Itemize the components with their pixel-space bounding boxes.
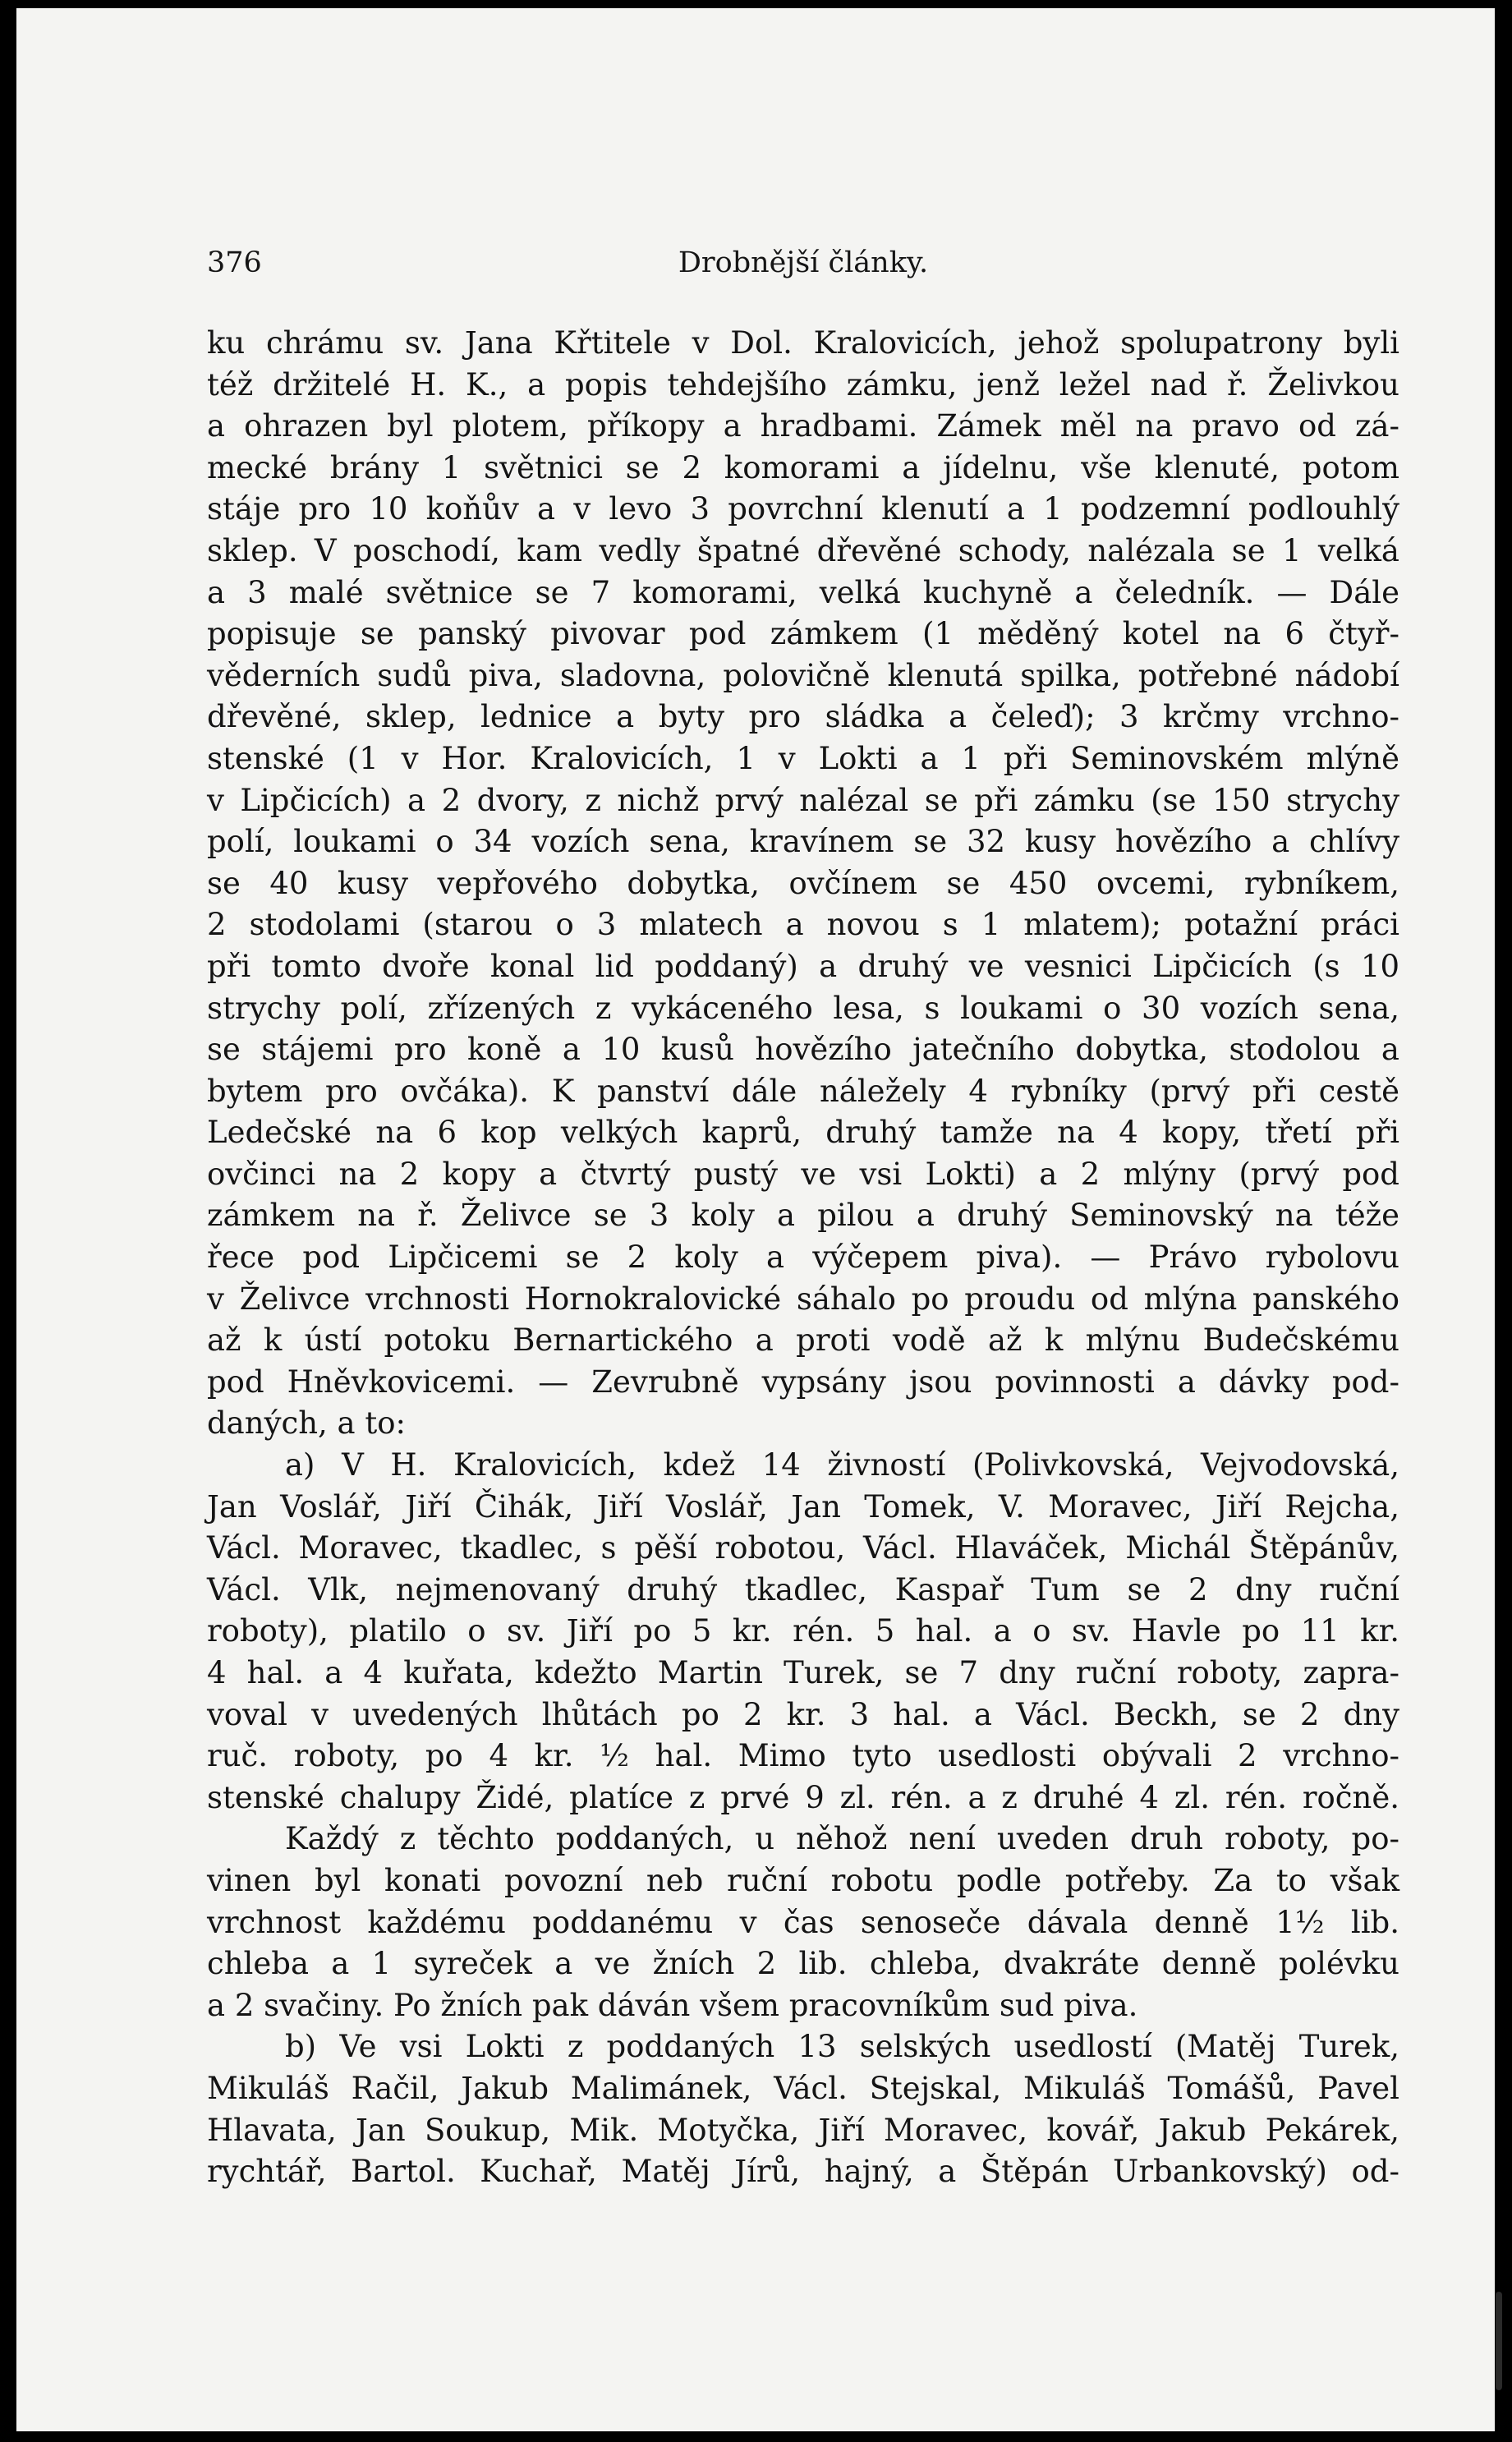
text-line: až k ústí potoku Bernartického a proti vodě až k mlýnu Budečskému <box>207 1322 1399 1359</box>
text-line: Hlavata, Jan Soukup, Mik. Motyčka, Jiří Moravec, kovář, Jakub Pekárek, <box>207 2112 1399 2148</box>
text-line: popisuje se panský pivovar pod zámkem (1 měděný kotel na 6 čtyř- <box>207 616 1399 652</box>
body-text <box>207 323 1399 2193</box>
text-line: 2 stodolami (starou o 3 mlatech a novou s 1 mlatem); potažní práci <box>207 907 1399 943</box>
text-line: ruč. roboty, po 4 kr. ½ hal. Mimo tyto usedlosti obývali 2 vrchno- <box>207 1738 1399 1774</box>
text-line: se 40 kusy vepřového dobytka, ovčínem se 450 ovcemi, rybníkem, <box>207 865 1399 901</box>
text-line: sklep. V poschodí, kam vedly špatné dřevěné schody, nalézala se 1 velká <box>207 532 1399 568</box>
text-line: dřevěné, sklep, lednice a byty pro sládka a čeleď); 3 krčmy vrchno- <box>207 699 1399 735</box>
text-line: Václ. Moravec, tkadlec, s pěší robotou, Václ. Hlaváček, Michál Štěpánův, <box>207 1530 1399 1566</box>
text-line: polí, loukami o 34 vozích sena, kravínem se 32 kusy hovězího a chlívy <box>207 824 1399 860</box>
paragraph-4 <box>207 2026 1399 2192</box>
paragraph-2 <box>207 1445 1399 1819</box>
text-line: se stájemi pro koně a 10 kusů hovězího jatečního dobytka, stodolou a <box>207 1032 1399 1068</box>
text-line: a ohrazen byl plotem, příkopy a hradbami. Zámek měl na pravo od zá- <box>207 408 1399 444</box>
text-line: stenské chalupy Židé, platíce z prvé 9 zl. rén. a z druhé 4 zl. rén. ročně. <box>207 1779 1399 1815</box>
text-line: roboty), platilo o sv. Jiří po 5 kr. rén. 5 hal. a o sv. Havle po 11 kr. <box>207 1613 1399 1649</box>
text-line: pod Hněvkovicemi. — Zevrubně vypsány jsou povinnosti a dávky pod- <box>207 1364 1399 1400</box>
text-line: b) Ve vsi Lokti z poddaných 13 selských usedlostí (Matěj Turek, <box>285 2029 1399 2065</box>
text-line: zámkem na ř. Želivce se 3 koly a pilou a druhý Seminovský na téže <box>207 1198 1399 1234</box>
text-line: Každý z těchto poddaných, u něhož není uveden druh roboty, po- <box>285 1821 1399 1857</box>
text-line: ku chrámu sv. Jana Křtitele v Dol. Kralovicích, jehož spolupatrony byli <box>207 325 1399 361</box>
text-line: Jan Voslář, Jiří Čihák, Jiří Voslář, Jan Tomek, V. Moravec, Jiří Rejcha, <box>207 1488 1399 1525</box>
text-line: stáje pro 10 koňův a v levo 3 povrchní klenutí a 1 podzemní podlouhlý <box>207 491 1399 527</box>
text-line: a 3 malé světnice se 7 komorami, velká kuchyně a čeledník. — Dále <box>207 574 1399 610</box>
page-number: 376 <box>207 246 262 279</box>
text-line: a) V H. Kralovicích, kdež 14 živností (Polivkovská, Vejvodovská, <box>285 1447 1399 1483</box>
text-line: Václ. Vlk, nejmenovaný druhý tkadlec, Kaspař Tum se 2 dny ruční <box>207 1571 1399 1607</box>
text-line: ovčinci na 2 kopy a čtvrtý pustý ve vsi Lokti) a 2 mlýny (prvý pod <box>207 1156 1399 1192</box>
text-line: Mikuláš Račil, Jakub Malimánek, Václ. Stejskal, Mikuláš Tomášů, Pavel <box>207 2070 1399 2106</box>
text-line: věderních sudů piva, sladovna, polovičně klenutá spilka, potřebné nádobí <box>207 657 1399 693</box>
text-line: v Lipčicích) a 2 dvory, z nichž prvý nalézal se při zámku (se 150 strychy <box>207 782 1399 818</box>
text-line: rychtář, Bartol. Kuchař, Matěj Jírů, hajný, a Štěpán Urbankovský) od- <box>207 2154 1399 2190</box>
text-line: Ledečské na 6 kop velkých kaprů, druhý tamže na 4 kopy, třetí při <box>207 1115 1399 1151</box>
text-line: 4 hal. a 4 kuřata, kdežto Martin Turek, se 7 dny ruční roboty, zapra- <box>207 1655 1399 1690</box>
text-line: strychy polí, zřízených z vykáceného lesa, s loukami o 30 vozích sena, <box>207 990 1399 1026</box>
text-line: řece pod Lipčicemi se 2 koly a výčepem piva). — Právo rybolovu <box>207 1239 1399 1276</box>
text-line: stenské (1 v Hor. Kralovicích, 1 v Lokti a 1 při Seminovském mlýně <box>207 740 1399 776</box>
text-line: vrchnost každému poddanému v čas senoseče dávala denně 1½ lib. <box>207 1904 1399 1940</box>
binding-edge-mark <box>1496 2292 1502 2390</box>
text-line: chleba a 1 syreček a ve žních 2 lib. chleba, dvakráte denně polévku <box>207 1946 1399 1982</box>
text-line: bytem pro ovčáka). K panství dále náležely 4 rybníky (prvý při cestě <box>207 1073 1399 1109</box>
text-line: mecké brány 1 světnici se 2 komorami a jídelnu, vše klenuté, potom <box>207 449 1399 485</box>
text-line-last: daných, a to: <box>207 1405 406 1442</box>
text-line: vinen byl konati povozní neb ruční robotu podle potřeby. Za to však <box>207 1862 1399 1898</box>
text-line: při tomto dvoře konal lid poddaný) a druhý ve vesnici Lipčicích (s 10 <box>207 948 1399 984</box>
paragraph-3 <box>207 1819 1399 2026</box>
text-line-last: a 2 svačiny. Po žních pak dáván všem pracovníkům sud piva. <box>207 1987 1138 2023</box>
text-line: v Želivce vrchnosti Hornokralovické sáhalo po proudu od mlýna panského <box>207 1281 1399 1317</box>
page-header <box>207 246 1399 287</box>
running-title: Drobnější články. <box>678 246 929 279</box>
text-line: voval v uvedených lhůtách po 2 kr. 3 hal. a Václ. Beckh, se 2 dny <box>207 1696 1399 1732</box>
paragraph-1 <box>207 323 1399 1445</box>
text-line: též držitelé H. K., a popis tehdejšího zámku, jenž ležel nad ř. Želivkou <box>207 366 1399 402</box>
